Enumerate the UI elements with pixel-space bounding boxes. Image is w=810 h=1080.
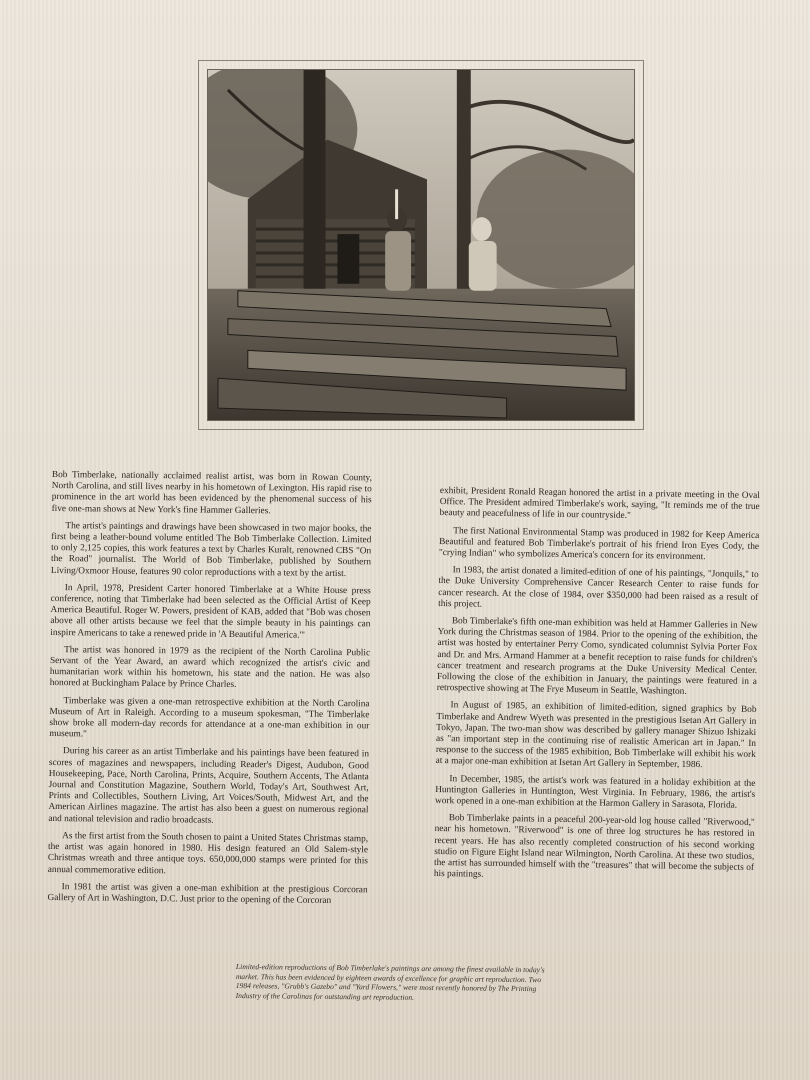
footnote: Limited-edition reproductions of Bob Timberlake's paintings are among the finest available in today's market. This has been evidenced by eighteen awards of excellence for graphic art reproduction. Two 1984 releases, "Grubb's Gazebo" and "Yard Flowers," were most recently honored by The Printing Industry of the Carolinas for outstanding art reproduction.	[235, 962, 545, 1002]
paragraph: Bob Timberlake's fifth one-man exhibition was held at Hammer Galleries in New York during the Christmas season of 1984. Prior to the opening of the exhibition, the artist was hosted by entertainer Perry Como, syndicated columnist Sylvia Porter Fox and Dr. and Mrs. Armand Hammer at a benefit reception to raise funds for children's cancer treatment and research programs at the Duke University Medical Center. Following the close of the exhibition in January, the paintings were featured in a retrospective showing at The Frye Museum in Seattle, Washington.	[436, 616, 758, 698]
paragraph: In April, 1978, President Carter honored Timberlake at a White House press conference, noting that Timberlake had been selected as the Official Artist of Keep America Beautiful. Roger W. Powers, president of KAB, added that "Bob was chosen above all other artists because we feel that the simple beauty in his paintings can inspire Americans to take a renewed pride in 'A Beautiful America.'"	[50, 582, 371, 641]
paragraph: The artist was honored in 1979 as the recipient of the North Carolina Public Servant of the Year Award, an award which recognized the artist's civic and humanitarian work within his hometown, his state and the nation. He was also honored at Buckingham Palace by Prince Charles.	[49, 644, 371, 691]
paragraph: During his career as an artist Timberlake and his paintings have been featured in scores of magazines and newspapers, including Reader's Digest, Audubon, Good Housekeeping, Pace, North Carolina, Prints, Acquire, Southern Accents, The Atlanta Journal and Constitution Magazine, Southern World, Today's Art, Southwest Art, Prints and Collectibles, Southern Living, Art Voices/South, Midwest Art, and the American Airlines magazine. The artist has also been a guest on numerous regional and national television and radio broadcasts.	[48, 746, 370, 826]
paragraph: Bob Timberlake paints in a peaceful 200-year-old log house called "Riverwood," near his hometown. "Riverwood" is one of three log structures he has restored in recent years. He has also recently completed construction of his second working studio on Figure Eight Island near Wilmington, North Carolina. At these two studios, the artist has surrounded himself with the "treasures" that will become the subjects of his paintings.	[433, 813, 755, 881]
paragraph: exhibit, President Ronald Reagan honored the artist in a private meeting in the Oval Office. The President admired Timberlake's work, saying, "It reminds me of the true beauty and peacefulness of life in our countryside."	[439, 486, 760, 522]
photo-frame	[198, 60, 644, 430]
paragraph: In 1983, the artist donated a limited-edition of one of his paintings, "Jonquils," to the Duke University Comprehensive Cancer Research Center to raise funds for cancer research. At the close of 1984, over $350,000 had been raised as a result of this project.	[438, 565, 759, 610]
article-right-column	[434, 486, 760, 891]
paragraph: As the first artist from the South chosen to paint a United States Christmas stamp, the artist was again honored in 1980. His design featured an Old Salem-style Christmas wreath and three antique toys. 650,000,000 stamps were printed for this annual commemorative edition.	[47, 831, 369, 876]
article-left-column	[47, 470, 372, 913]
paragraph: In December, 1985, the artist's work was featured in a holiday exhibition at the Huntington Galleries in Huntington, West Virginia. In February, 1986, the artist's work opened in a one-man exhibition at the Harmon Gallery in Sarasota, Florida.	[434, 773, 756, 811]
paragraph: In 1981 the artist was given a one-man exhibition at the prestigious Corcoran Gallery of Art in Washington, D.C. Just prior to the opening of the Corcoran	[47, 881, 368, 906]
paragraph: Bob Timberlake, nationally acclaimed realist artist, was born in Rowan County, North Carolina, and still lives nearby in his hometown of Lexington. His rapid rise to prominence in the art world has been evidenced by the phenomenal success of his five one-man shows at New York's fine Hammer Galleries.	[51, 470, 372, 516]
photograph-icon	[208, 70, 634, 420]
paragraph: The artist's paintings and drawings have been showcased in two major books, the first being a leather-bound volume entitled The Bob Timberlake Collection. Limited to only 2,125 copies, this work features a text by Charles Kuralt, renowned CBS "On the Road" journalist. The World of Bob Timberlake, published by Southern Living/Oxmoor House, features 90 color reproductions with a text by the artist.	[50, 520, 372, 579]
paragraph: In August of 1985, an exhibition of limited-edition, signed graphics by Bob Timberlake and Andrew Wyeth was presented in the prestigious Isetan Art Gallery in Tokyo, Japan. The two-man show was described by gallery manager Shizuo Ishizaki as "an important step in the continuing rise of realistic American art in Japan." In response to the success of the 1985 exhibition, Bob Timberlake will exhibit his work at a major one-man exhibition at Isetan Art Gallery in September, 1986.	[435, 700, 757, 771]
photograph	[207, 69, 635, 421]
paragraph: The first National Environmental Stamp was produced in 1982 for Keep America Beautiful and featured Bob Timberlake's portrait of his friend Iron Eyes Cody, the "crying Indian" who symbolizes America's concern for its environment.	[438, 525, 760, 563]
paragraph: Timberlake was given a one-man retrospective exhibition at the North Carolina Museum of Art in Raleigh. According to a museum spokesman, "The Timberlake show broke all modern-day records for attendance at a one-man exhibition in our museum."	[49, 695, 370, 740]
